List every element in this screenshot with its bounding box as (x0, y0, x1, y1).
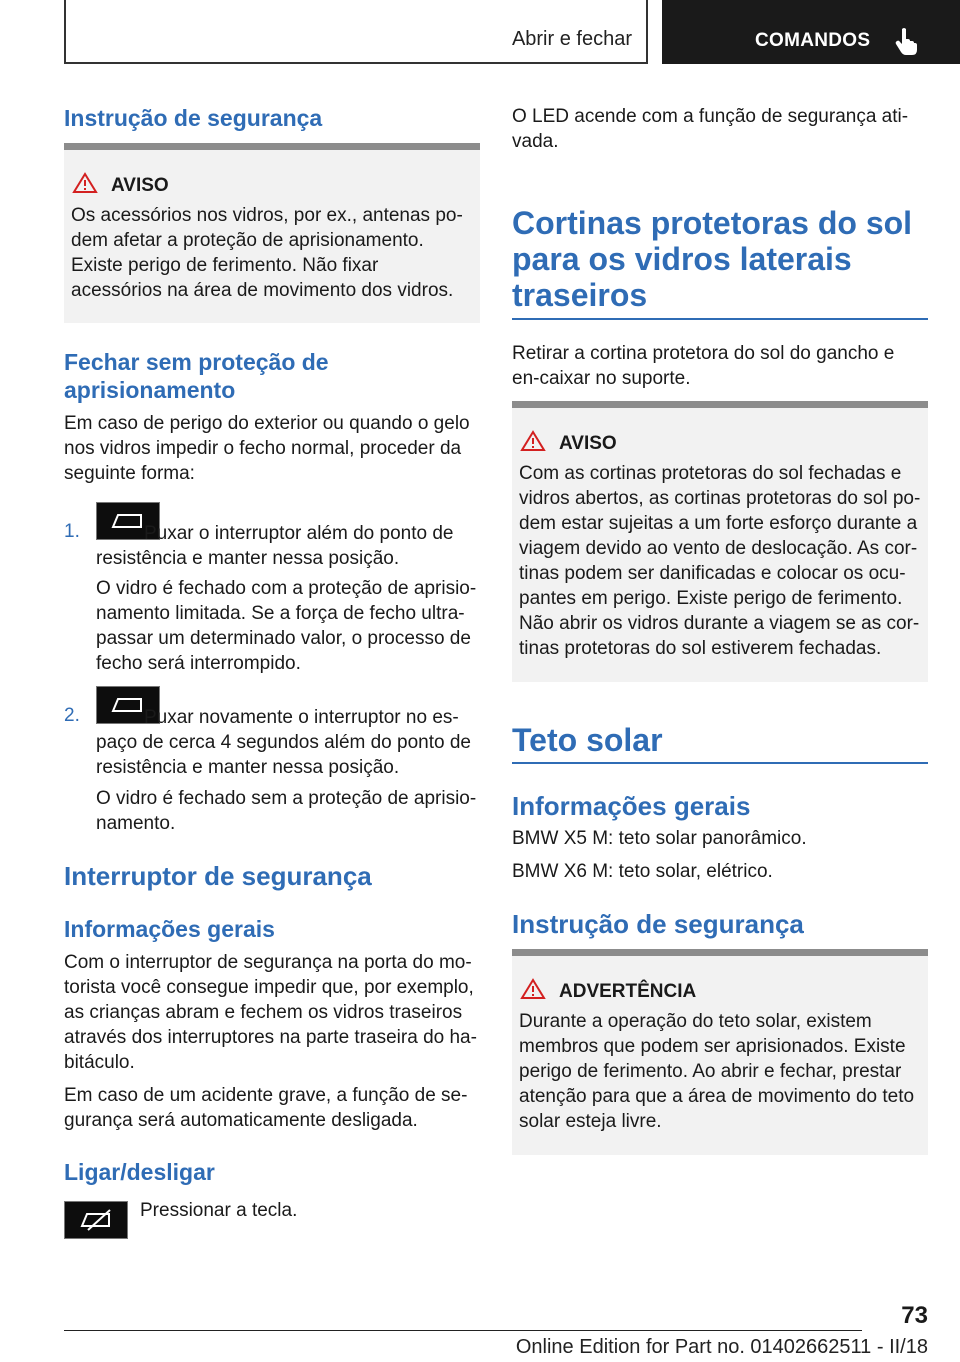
warning-text: Durante a operação do teto solar, existem membros que podem ser aprisionados. Existe perigo de ferimento. Ao abrir e fechar, prestar atenção para que a área de movimento do teto solar esteja livre. (519, 1011, 915, 1132)
heading-rule (512, 762, 928, 764)
paragraph-safety-switch-info: Com o interruptor de segurança na porta do mo‐torista você consegue impedir que, por exemplo, as crianças abram e fechem os vidros traseiros através dos interruptores na parte traseira do ha‐bitáculo. (64, 952, 477, 1073)
header-section-box (64, 0, 648, 64)
header-chapter-title: COMANDOS (755, 30, 871, 51)
warning-text: Os acessórios nos vidros, por ex., antenas po‐dem afetar a proteção de aprisionamento. Existe perigo de ferimento. Não fixar acessórios na área de movimento dos vidros. (71, 205, 463, 301)
warning-title: AVISO (559, 433, 617, 454)
heading-safety-instruction: Instrução de segurança (512, 909, 804, 939)
pointing-hand-icon (894, 27, 920, 55)
header-section-title: Abrir e fechar (511, 28, 632, 50)
heading-safety-switch: Interruptor de segurança (64, 861, 372, 891)
paragraph-curtain-usage: Retirar a cortina protetora do sol do gancho e en‐caixar no suporte. (512, 343, 895, 389)
paragraph-led-info: O LED acende com a função de segurança ati‐vada. (512, 106, 909, 152)
warning-text: Com as cortinas protetoras do sol fechadas e vidros abertos, as cortinas protetoras do sol po‐dem estar sujeitas a um forte esforço durante a viagem devido ao vento de deslocação. As cor‐tinas podem ser danificadas e colocar os ocu‐pantes em perigo. Existe perigo de ferimento. Não abrir os vidros durante a viagem se as cor‐tinas protetoras do sol estiverem fechadas. (519, 463, 921, 659)
heading-sun-curtains: Cortinas protetoras do sol para os vidros laterais traseiros (512, 205, 913, 313)
warning-title: AVISO (111, 175, 169, 196)
step-number-1: 1. (64, 521, 80, 542)
warning-box-curtains (512, 401, 928, 682)
warning-triangle-icon (520, 430, 546, 452)
step-1-text: Puxar o interruptor além do ponto de resistência e manter nessa posição. (96, 523, 454, 569)
warning-box-sunroof (512, 949, 928, 1155)
heading-sunroof: Teto solar (512, 722, 663, 758)
paragraph-x5-sunroof: BMW X5 M: teto solar panorâmico. (512, 828, 807, 849)
warning-title: ADVERTÊNCIA (559, 981, 697, 1002)
step-1-result: O vidro é fechado com a proteção de aprisio‐namento limitada. Se a força de fecho ultra‐passar um determinado valor, o processo de fecho será interrompido. (96, 578, 477, 674)
step-2-result: O vidro é fechado sem a proteção de aprisio‐namento. (96, 788, 477, 834)
warning-box-accessories (64, 143, 480, 323)
heading-safety-instruction: Instrução de segurança (64, 105, 323, 131)
heading-close-without-protection: Fechar sem proteção de aprisionamento (64, 349, 329, 403)
paragraph-press-button: Pressionar a tecla. (140, 1200, 298, 1221)
step-number-2: 2. (64, 705, 80, 726)
heading-general-info: Informações gerais (512, 791, 751, 821)
heading-general-info: Informações gerais (64, 916, 275, 942)
paragraph-close-procedure: Em caso de perigo do exterior ou quando o gelo nos vidros impedir o fecho normal, proceder da seguinte forma: (64, 413, 470, 484)
warning-triangle-icon (520, 978, 546, 1000)
heading-rule (512, 318, 928, 320)
footer-edition: Online Edition for Part no. 01402662511 - II/18 (515, 1336, 928, 1358)
page-number: 73 (901, 1302, 928, 1329)
header-chapter-box (662, 0, 960, 64)
step-2-text: Puxar novamente o interruptor no es‐paço de cerca 4 segundos além do ponto de resistência e manter nessa posição. (96, 707, 471, 778)
footer-rule (64, 1330, 862, 1331)
warning-triangle-icon (72, 172, 98, 194)
paragraph-accident-info: Em caso de um acidente grave, a função de se‐gurança será automaticamente desligada. (64, 1085, 468, 1131)
heading-on-off: Ligar/desligar (64, 1159, 215, 1185)
paragraph-x6-sunroof: BMW X6 M: teto solar, elétrico. (512, 861, 773, 882)
safety-switch-button-icon (64, 1201, 128, 1239)
